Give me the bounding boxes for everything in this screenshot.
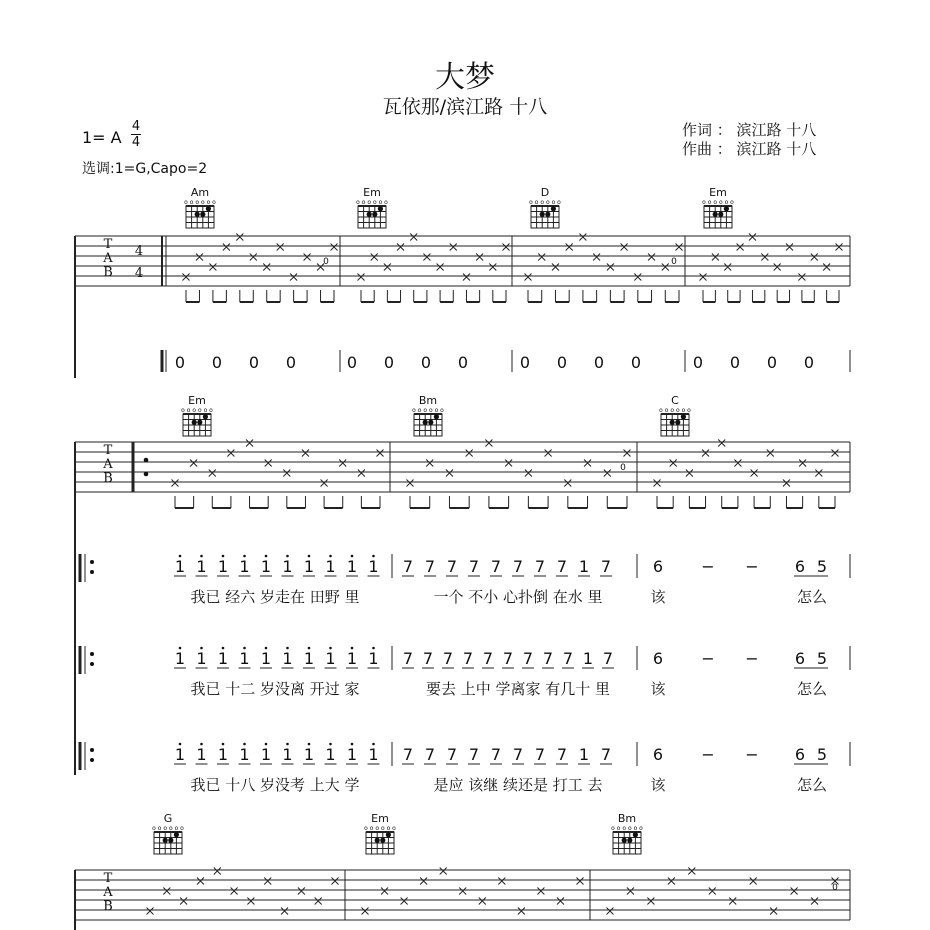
system4-chord-g-open-marker: o — [157, 825, 162, 832]
verse1-note: 1 — [239, 557, 250, 576]
verse2-note: 1 — [239, 649, 250, 668]
verse1-lyric-m2: 一个 不小 心扑倒 在水 里 — [433, 588, 603, 606]
verse3-note: 1 — [174, 745, 186, 764]
system1-chord-am-open-marker: o — [184, 199, 188, 206]
verse3-note: 6 — [652, 745, 664, 764]
verse1-note: 1 — [196, 557, 207, 576]
verse3-note: 1 — [260, 745, 272, 764]
verse3-octave-dot — [351, 743, 354, 746]
system2-chord-em-open-marker: o — [186, 407, 191, 414]
verse1-note: 1 — [174, 557, 186, 576]
verse2-note: − — [701, 649, 715, 668]
system1-chord-em-dot — [378, 206, 383, 211]
verse3-lyric-m2: 是应 该继 续还是 打工 去 — [433, 776, 603, 794]
verse1-note: 7 — [490, 557, 502, 576]
system2-tab-letter-A: A — [103, 457, 113, 472]
system4-chord-g-open-marker: o — [168, 825, 173, 832]
system1-chord-em-open-marker: o — [718, 199, 723, 206]
system1-chord-em-dot — [718, 212, 723, 217]
system1-rest-digit: 0 — [630, 353, 642, 372]
verse3-note: 6 — [794, 745, 806, 764]
verse3-note: 1 — [239, 745, 250, 764]
verse2-note: 7 — [402, 649, 414, 668]
system2-chord-c-open-marker: o — [659, 407, 663, 414]
verse2-note: 7 — [482, 649, 494, 668]
system1-chord-d-dot — [545, 212, 550, 217]
capo-info: 选调:1=G,Capo=2 — [82, 161, 208, 177]
verse1-lyric-m1: 我已 经六 岁走在 田野 里 — [190, 588, 360, 606]
verse2-note: 1 — [196, 649, 207, 668]
verse2-note: 7 — [442, 649, 454, 668]
system1-chord-am-dot — [206, 206, 211, 211]
system4-chord-bm-open-marker: o — [616, 825, 621, 832]
verse3-note: 7 — [600, 745, 612, 764]
system1-rest-digit: 0 — [211, 353, 223, 372]
system4-fret-zero: 0 — [832, 883, 838, 893]
system1-chord-em-open-marker: o — [707, 199, 712, 206]
verse3-octave-dot — [200, 743, 203, 746]
system4-chord-em-open-marker: o — [386, 825, 391, 832]
verse2-note: 7 — [502, 649, 514, 668]
system4-chord-bm-open-marker: o — [639, 825, 643, 832]
verse2-note: 1 — [174, 649, 186, 668]
verse2-octave-dot — [286, 647, 289, 650]
system1-chord-em-open-marker: o — [356, 199, 360, 206]
verse3-note: − — [701, 745, 715, 764]
verse1-note: 7 — [468, 557, 480, 576]
verse3-octave-dot — [308, 743, 311, 746]
verse2-octave-dot — [372, 647, 375, 650]
verse2-note: 1 — [346, 649, 358, 668]
verse2-octave-dot — [243, 647, 246, 650]
verse2-note: 7 — [422, 649, 434, 668]
system1-chord-em-label: Em — [363, 186, 381, 199]
verse2-note: 6 — [652, 649, 664, 668]
system2-tab-letter-T: T — [103, 443, 113, 458]
verse3-octave-dot — [265, 743, 268, 746]
verse2-octave-dot — [351, 647, 354, 650]
verse2-note: 1 — [303, 649, 315, 668]
system4-chord-bm-dot — [627, 838, 632, 843]
verse3-lyric-m3a: 该 — [650, 776, 666, 794]
verse2-octave-dot — [308, 647, 311, 650]
system1-chord-d-open-marker: o — [545, 199, 550, 206]
verse2-note: 1 — [325, 649, 336, 668]
system4-chord-em-dot — [375, 838, 380, 843]
system1-chord-am-dot — [200, 212, 205, 217]
verse3-lyric-m1: 我已 十八 岁没考 上大 学 — [190, 776, 360, 794]
system4-tab-letter-B: B — [103, 899, 113, 914]
verse1-note: 1 — [217, 557, 229, 576]
verse3-octave-dot — [179, 743, 182, 746]
verse1-note: 1 — [260, 557, 272, 576]
verse2-note: 1 — [217, 649, 229, 668]
system1-chord-em-open-marker: o — [730, 199, 734, 206]
verse1-note: − — [701, 557, 715, 576]
verse1-note: 1 — [346, 557, 358, 576]
system2-chord-bm-open-marker: o — [434, 407, 439, 414]
verse2-note: 1 — [582, 649, 594, 668]
system1-chord-em-open-marker: o — [361, 199, 366, 206]
verse1-note: 1 — [368, 557, 379, 576]
system2-chord-em-dot — [203, 414, 208, 419]
system2-chord-c-open-marker: o — [670, 407, 675, 414]
verse3-repeat-dot — [90, 758, 94, 762]
system1-chord-d-open-marker: o — [540, 199, 545, 206]
verse1-octave-dot — [200, 555, 203, 558]
verse1-note: 1 — [325, 557, 336, 576]
verse1-note: − — [745, 557, 759, 576]
system2-chord-bm-dot — [428, 420, 433, 425]
system1-chord-em-open-marker: o — [378, 199, 383, 206]
system2-chord-em-open-marker: o — [192, 407, 197, 414]
system1-chord-am-label: Am — [190, 186, 210, 199]
system4-chord-bm-open-marker: o — [611, 825, 615, 832]
verse1-octave-dot — [265, 555, 268, 558]
verse2-note: 7 — [462, 649, 474, 668]
system2-chord-bm-open-marker: o — [440, 407, 444, 414]
system4-chord-bm-label: Bm — [617, 812, 637, 825]
verse3-note: 1 — [368, 745, 379, 764]
system1-chord-em-open-marker: o — [384, 199, 388, 206]
system1-rest-digit: 0 — [346, 353, 358, 372]
time-signature: 4 4 — [131, 119, 141, 150]
verse1-note: 7 — [556, 557, 568, 576]
system2-fret-zero: 0 — [620, 463, 626, 473]
verse1-octave-dot — [286, 555, 289, 558]
system1-rest-digit: 0 — [803, 353, 815, 372]
system1-chord-d-open-marker: o — [534, 199, 539, 206]
system2-chord-em-label: Em — [188, 394, 206, 407]
system4-chord-bm-open-marker: o — [633, 825, 638, 832]
verse1-note: 1 — [578, 557, 590, 576]
system4-chord-em-dot — [380, 838, 385, 843]
system2-chord-c-dot — [670, 420, 675, 425]
system4-chord-g-open-marker: o — [174, 825, 179, 832]
system2-chord-em-open-marker: o — [181, 407, 185, 414]
system1-chord-am-open-marker: o — [212, 199, 216, 206]
verse2-note: 7 — [542, 649, 554, 668]
system1-rest-digit: 0 — [593, 353, 605, 372]
system1-fret-zero: 0 — [671, 257, 677, 267]
verse3-note: 7 — [446, 745, 458, 764]
verse3-note: 1 — [196, 745, 207, 764]
system2-chord-c-dot — [681, 414, 686, 419]
verse3-note: 1 — [346, 745, 358, 764]
verse1-note: 1 — [303, 557, 315, 576]
verse2-note: − — [745, 649, 759, 668]
system1-rest-digit: 0 — [556, 353, 568, 372]
system2-chord-c-label: C — [671, 394, 679, 407]
verse3-note: − — [745, 745, 759, 764]
system2-repeat-dot — [144, 472, 149, 477]
verse2-lyric-m1: 我已 十二 岁没离 开过 家 — [190, 680, 360, 698]
system1-chord-em-open-marker: o — [713, 199, 718, 206]
verse1-octave-dot — [179, 555, 182, 558]
system4-chord-bm-dot — [622, 838, 627, 843]
system4-chord-g-open-marker: o — [152, 825, 156, 832]
system1-chord-em-open-marker: o — [702, 199, 706, 206]
system4-chord-em-open-marker: o — [369, 825, 374, 832]
verse3-note: 1 — [217, 745, 229, 764]
system4-chord-em-dot — [386, 832, 391, 837]
verse2-lyric-m3a: 该 — [650, 680, 666, 698]
verse1-lyric-m3b: 怎么 — [796, 588, 828, 606]
system4-chord-g-open-marker: o — [180, 825, 184, 832]
verse3-note: 5 — [816, 745, 828, 764]
system1-rest-digit: 0 — [519, 353, 531, 372]
system1-chord-em-open-marker: o — [367, 199, 372, 206]
verse2-lyric-m3b: 怎么 — [796, 680, 828, 698]
system1-rest-digit: 0 — [729, 353, 741, 372]
verse2-octave-dot — [179, 647, 182, 650]
system1-chord-d-open-marker: o — [551, 199, 556, 206]
verse1-repeat-dot — [90, 570, 94, 574]
system1-rest-digit: 0 — [457, 353, 469, 372]
verse3-note: 7 — [556, 745, 568, 764]
verse1-octave-dot — [329, 555, 332, 558]
key-signature: 1= A — [82, 128, 122, 147]
system4-chord-bm-open-marker: o — [627, 825, 632, 832]
verse3-octave-dot — [222, 743, 225, 746]
system2-chord-bm-open-marker: o — [412, 407, 416, 414]
verse2-note: 1 — [282, 649, 293, 668]
verse2-note: 7 — [602, 649, 614, 668]
system1-chord-d-open-marker: o — [529, 199, 533, 206]
song-artist: 瓦依那/滨江路 十八 — [382, 96, 548, 118]
system1-chord-am-dot — [195, 212, 200, 217]
system1-chord-em-label: Em — [709, 186, 727, 199]
song-title: 大梦 — [435, 60, 495, 95]
verse2-octave-dot — [200, 647, 203, 650]
system1-fret-zero: 0 — [323, 257, 329, 267]
system1-chord-em-dot — [367, 212, 372, 217]
system1-tab-letter-T: T — [103, 237, 113, 252]
verse2-lyric-m2: 要去 上中 学离家 有几十 里 — [425, 680, 611, 698]
system2-chord-em-dot — [192, 420, 197, 425]
system4-chord-bm-dot — [633, 832, 638, 837]
system4-chord-em-open-marker: o — [375, 825, 380, 832]
system2-chord-c-open-marker: o — [687, 407, 691, 414]
verse3-note: 1 — [303, 745, 315, 764]
verse3-note: 7 — [424, 745, 436, 764]
system4-chord-em-open-marker: o — [364, 825, 368, 832]
system4-chord-g-dot — [168, 838, 173, 843]
verse2-note: 1 — [260, 649, 272, 668]
verse1-note: 6 — [794, 557, 806, 576]
system1-chord-em-dot — [372, 212, 377, 217]
verse1-note: 7 — [402, 557, 414, 576]
system1-chord-em-open-marker: o — [372, 199, 377, 206]
verse1-octave-dot — [222, 555, 225, 558]
system1-rest-digit: 0 — [692, 353, 704, 372]
verse1-octave-dot — [351, 555, 354, 558]
verse2-note: 7 — [562, 649, 574, 668]
system4-chord-bm-open-marker: o — [622, 825, 627, 832]
verse3-octave-dot — [243, 743, 246, 746]
system2-chord-bm-open-marker: o — [423, 407, 428, 414]
verse2-note: 6 — [794, 649, 806, 668]
system1-chord-em-dot — [713, 212, 718, 217]
system1-chord-d-open-marker: o — [557, 199, 561, 206]
verse2-repeat-dot — [90, 662, 94, 666]
system2-tab-letter-B: B — [103, 471, 113, 486]
verse1-note: 5 — [816, 557, 828, 576]
verse1-lyric-m3a: 该 — [650, 588, 666, 606]
verse2-octave-dot — [222, 647, 225, 650]
verse2-note: 7 — [522, 649, 534, 668]
system1-chord-am-open-marker: o — [206, 199, 211, 206]
system2-chord-em-open-marker: o — [203, 407, 208, 414]
system2-chord-bm-dot — [423, 420, 428, 425]
system2-chord-c-dot — [675, 420, 680, 425]
system4-tab-letter-T: T — [103, 871, 113, 886]
system2-chord-bm-open-marker: o — [428, 407, 433, 414]
system4-chord-em-label: Em — [371, 812, 389, 825]
verse1-note: 6 — [652, 557, 664, 576]
system2-chord-bm-open-marker: o — [417, 407, 422, 414]
verse3-note: 7 — [534, 745, 546, 764]
system1-rest-digit: 0 — [248, 353, 260, 372]
verse1-note: 7 — [512, 557, 524, 576]
system4-chord-g-dot — [174, 832, 179, 837]
verse3-octave-dot — [286, 743, 289, 746]
system1-rest-digit: 0 — [174, 353, 186, 372]
system1-chord-d-dot — [551, 206, 556, 211]
system1-chord-am-open-marker: o — [195, 199, 200, 206]
system1-rest-digit: 0 — [766, 353, 778, 372]
system4-chord-g-dot — [163, 838, 168, 843]
verse1-octave-dot — [372, 555, 375, 558]
verse1-octave-dot — [243, 555, 246, 558]
system1-chord-am-open-marker: o — [200, 199, 205, 206]
system4-chord-g-open-marker: o — [163, 825, 168, 832]
verse3-note: 7 — [490, 745, 502, 764]
system4-chord-g-label: G — [163, 812, 173, 825]
verse3-note: 7 — [512, 745, 524, 764]
system2-chord-bm-label: Bm — [418, 394, 438, 407]
system4-chord-em-open-marker: o — [392, 825, 396, 832]
verse3-note: 1 — [325, 745, 336, 764]
verse1-octave-dot — [308, 555, 311, 558]
verse3-note: 1 — [282, 745, 293, 764]
system1-chord-am-open-marker: o — [189, 199, 194, 206]
system2-chord-c-open-marker: o — [681, 407, 686, 414]
verse1-note: 7 — [600, 557, 612, 576]
verse3-octave-dot — [329, 743, 332, 746]
system1-chord-em-open-marker: o — [724, 199, 729, 206]
system2-chord-em-open-marker: o — [209, 407, 213, 414]
verse1-repeat-dot — [90, 560, 94, 564]
system2-repeat-dot — [144, 458, 149, 463]
system1-rest-digit: 0 — [285, 353, 297, 372]
system1-tab-letter-B: B — [103, 265, 113, 280]
verse3-octave-dot — [372, 743, 375, 746]
composer: 作曲 ： 滨江路 十八 — [682, 140, 817, 158]
system4-chord-em-open-marker: o — [380, 825, 385, 832]
verse1-note: 7 — [424, 557, 436, 576]
verse3-note: 7 — [402, 745, 414, 764]
system1-chord-em-dot — [724, 206, 729, 211]
system1-rest-digit: 0 — [383, 353, 395, 372]
system2-chord-c-open-marker: o — [675, 407, 680, 414]
lyricist: 作词 ： 滨江路 十八 — [682, 121, 817, 139]
system1-rest-digit: 0 — [420, 353, 432, 372]
system1-tab-letter-A: A — [103, 251, 113, 266]
verse2-note: 1 — [368, 649, 379, 668]
system1-chord-d-dot — [540, 212, 545, 217]
verse1-note: 7 — [446, 557, 458, 576]
verse3-lyric-m3b: 怎么 — [796, 776, 828, 794]
verse1-note: 7 — [534, 557, 546, 576]
system2-chord-c-open-marker: o — [664, 407, 669, 414]
verse1-note: 1 — [282, 557, 293, 576]
verse2-octave-dot — [329, 647, 332, 650]
system2-chord-em-dot — [197, 420, 202, 425]
verse3-note: 7 — [468, 745, 480, 764]
verse3-repeat-dot — [90, 748, 94, 752]
verse2-note: 5 — [816, 649, 828, 668]
verse2-repeat-dot — [90, 652, 94, 656]
system1-timesig-bottom: 4 — [134, 266, 144, 281]
system1-timesig-top: 4 — [134, 244, 144, 259]
verse3-note: 1 — [578, 745, 590, 764]
verse2-octave-dot — [265, 647, 268, 650]
system4-tab-letter-A: A — [103, 885, 113, 900]
system2-chord-em-open-marker: o — [197, 407, 202, 414]
system2-chord-bm-dot — [434, 414, 439, 419]
system1-chord-d-label: D — [540, 186, 550, 199]
